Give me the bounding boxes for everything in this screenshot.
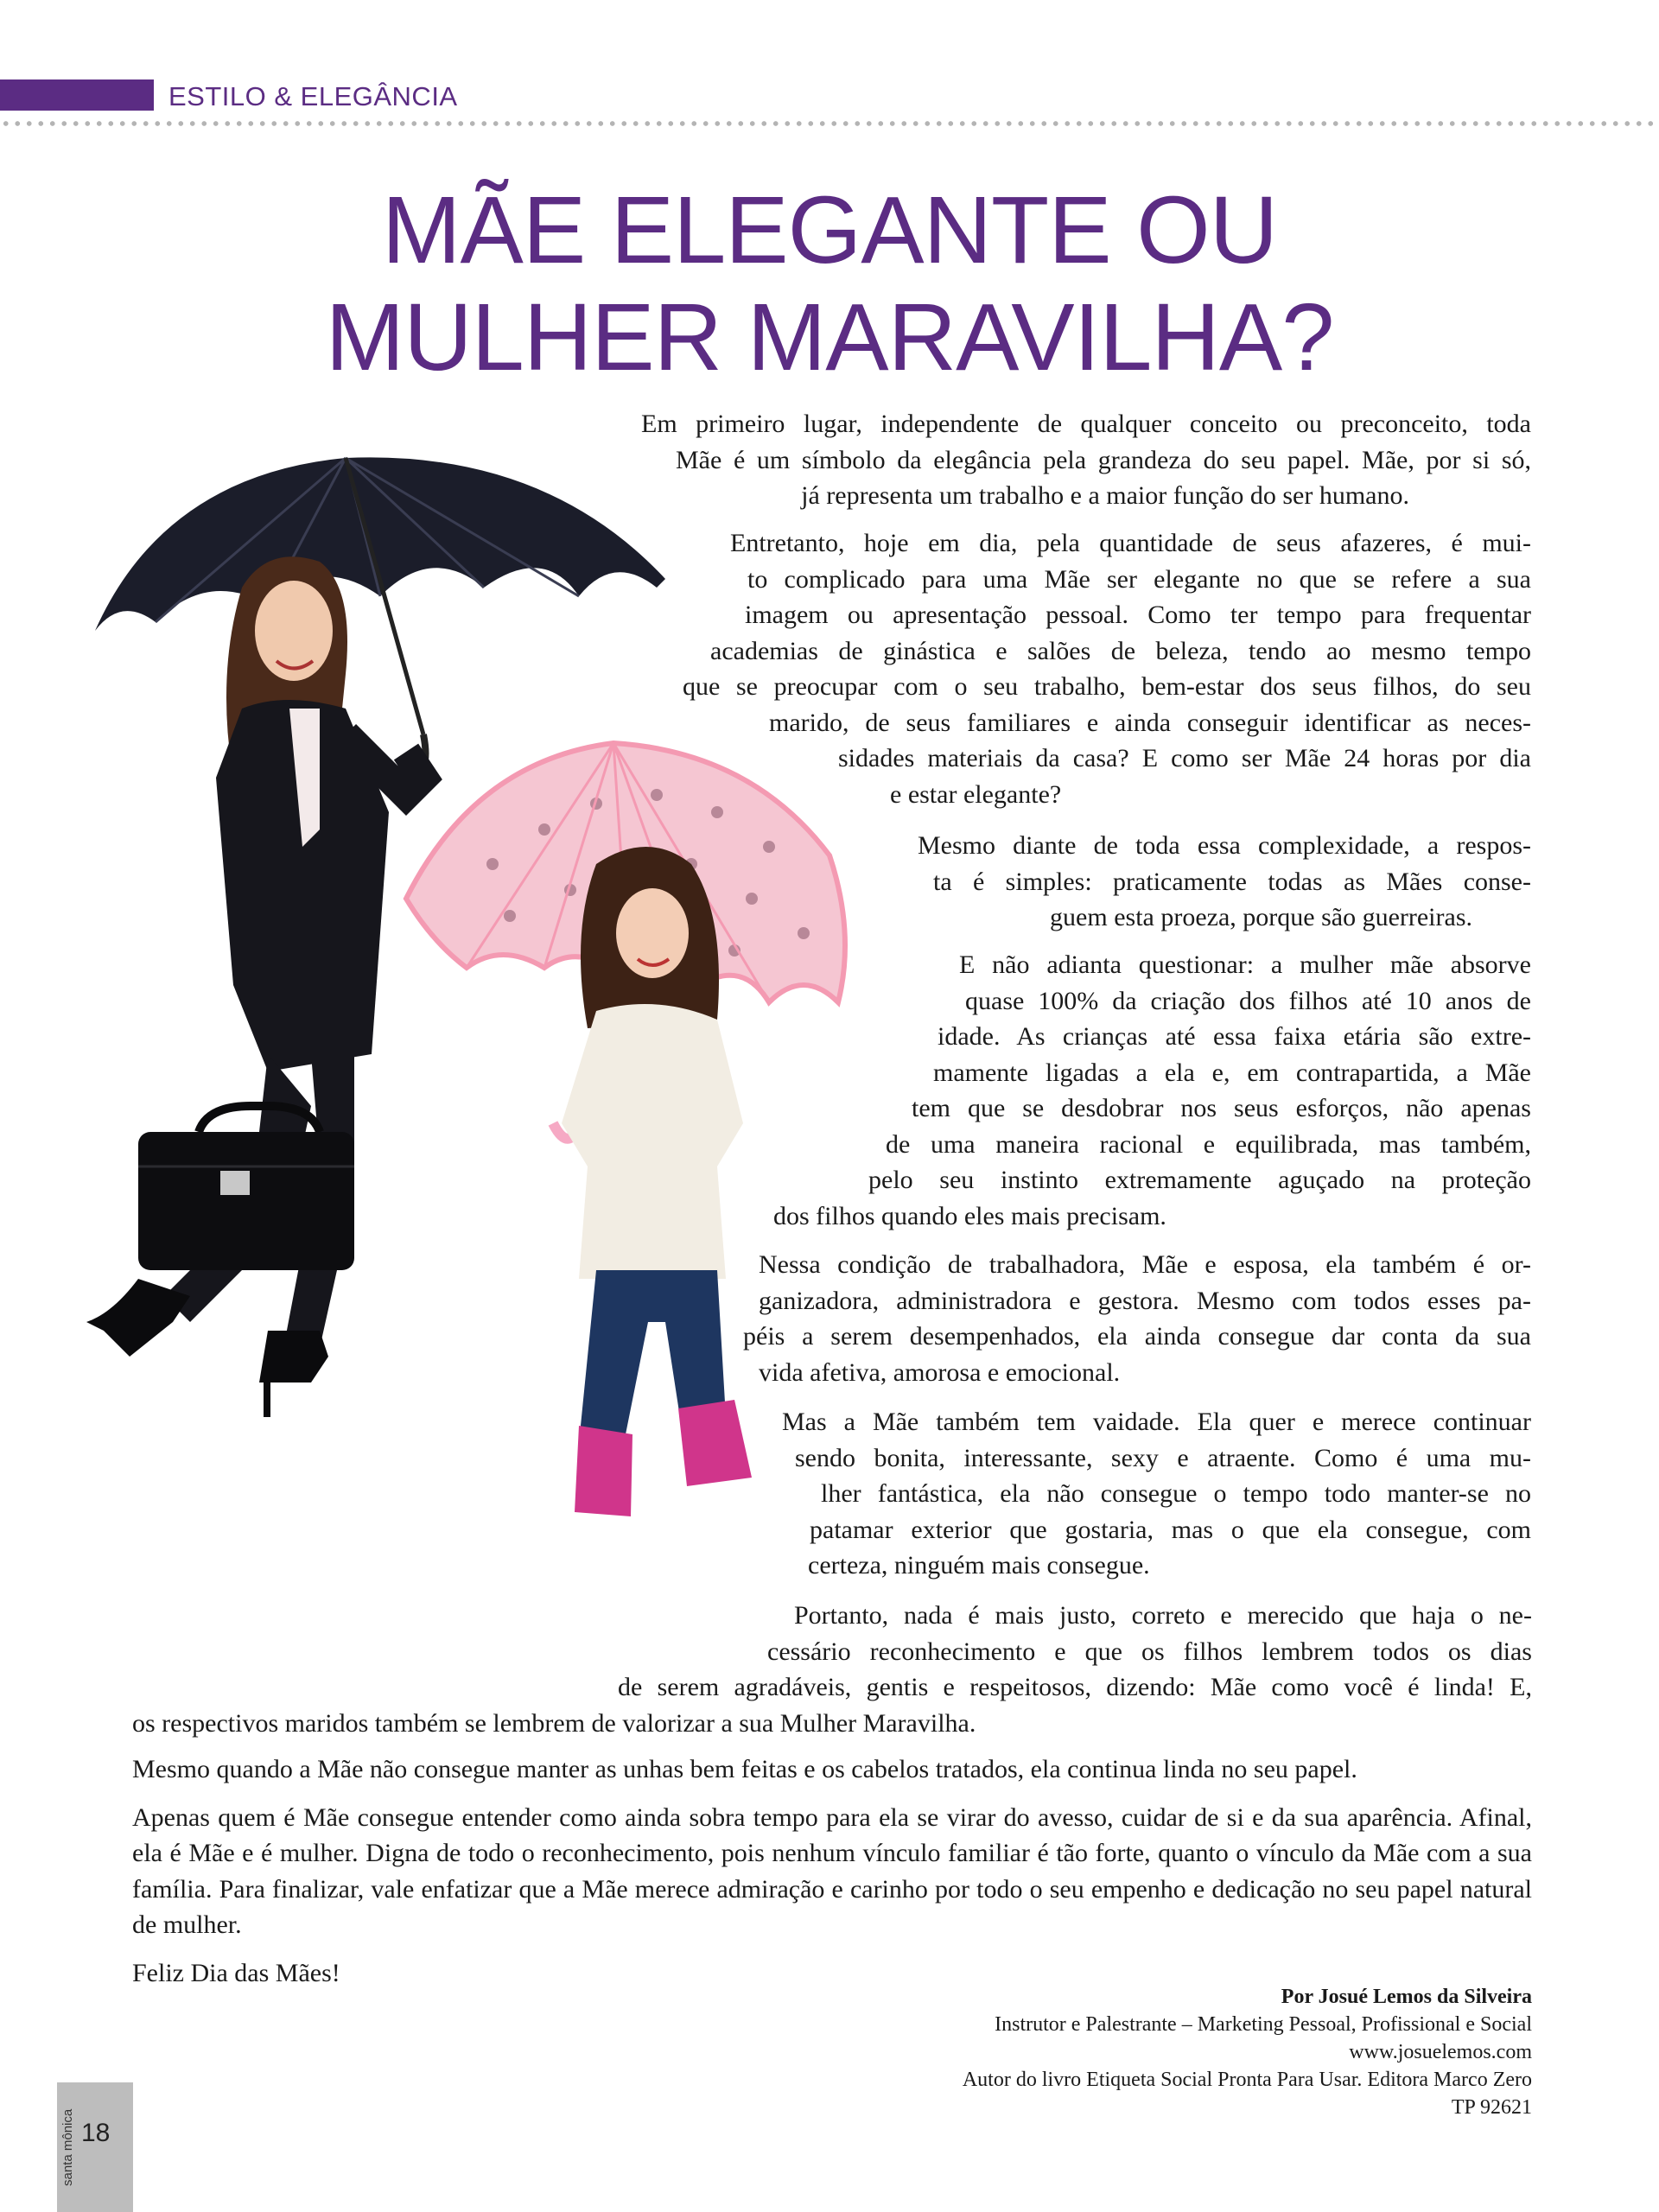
article-line: sendo bonita, interessante, sexy e atraente. Como é uma mu- xyxy=(795,1443,1531,1472)
article-line: Nessa condição de trabalhadora, Mãe e esposa, ela também é or- xyxy=(759,1250,1531,1279)
author-registration: TP 92621 xyxy=(1451,2096,1532,2119)
article-paragraph-1 xyxy=(641,406,1531,514)
article-line: dos filhos quando eles mais precisam. xyxy=(773,1201,1166,1230)
article-line: de uma maneira racional e equilibrada, mas também, xyxy=(886,1129,1531,1159)
title-line-2: MULHER MARAVILHA? xyxy=(325,284,1334,391)
article-title xyxy=(0,177,1659,391)
page-number: 18 xyxy=(81,2119,111,2147)
article-paragraph-4 xyxy=(773,947,1531,1234)
magazine-name: santa mônica xyxy=(60,2108,75,2186)
article-line: lher fantástica, ela não consegue o tempo todo manter-se no xyxy=(821,1479,1531,1508)
article-line: sidades materiais da casa? E como ser Mãe 24 horas por dia xyxy=(838,744,1531,772)
article-line: Portanto, nada é mais justo, correto e merecido que haja o ne- xyxy=(794,1601,1532,1630)
article-paragraph-5 xyxy=(743,1247,1531,1390)
article-line: Mãe é um símbolo da elegância pela grandeza do seu papel. Mãe, por si só, xyxy=(676,445,1531,474)
article-body-full-width xyxy=(132,1751,1532,2003)
article-line: quase 100% da criação dos filhos até 10 anos de xyxy=(965,986,1531,1015)
article-line: vida afetiva, amorosa e emocional. xyxy=(759,1357,1121,1387)
article-line: ta é simples: praticamente todas as Mães conse- xyxy=(933,867,1531,896)
article-line: e estar elegante? xyxy=(890,779,1062,809)
author-signature xyxy=(963,1983,1532,2121)
article-line: tem que se desdobrar nos seus esforços, não apenas xyxy=(912,1094,1531,1122)
article-line: pelo seu instinto extremamente aguçado na proteção xyxy=(868,1166,1531,1194)
article-line: Mas a Mãe também tem vaidade. Ela quer e merece continuar xyxy=(782,1408,1531,1436)
article-line: E não adianta questionar: a mulher mãe absorve xyxy=(959,950,1531,979)
dotted-divider xyxy=(0,120,1659,127)
article-line: os respectivos maridos também se lembrem de valorizar a sua Mulher Maravilha. xyxy=(132,1708,976,1738)
section-color-bar xyxy=(0,79,154,111)
article-line: Em primeiro lugar, independente de qualquer conceito ou preconceito, toda xyxy=(641,410,1531,438)
article-line: to complicado para uma Mãe ser elegante no que se refere a sua xyxy=(747,564,1531,594)
article-line: idade. As crianças até essa faixa etária são extre- xyxy=(938,1022,1531,1051)
article-line: cessário reconhecimento e que os filhos lembrem todos os dias xyxy=(767,1637,1532,1666)
article-line: Entretanto, hoje em dia, pela quantidade de seus afazeres, é mui- xyxy=(730,529,1531,557)
article-line: Mesmo diante de toda essa complexidade, a respos- xyxy=(918,831,1531,860)
author-book: Autor do livro Etiqueta Social Pronta Para Usar. Editora Marco Zero xyxy=(962,2069,1532,2091)
article-line: imagem ou apresentação pessoal. Como ter tempo para frequentar xyxy=(745,601,1531,629)
article-paragraph-6 xyxy=(782,1404,1531,1584)
article-line: patamar exterior que gostaria, mas o que ela consegue, com xyxy=(810,1515,1531,1544)
article-paragraph-9: Apenas quem é Mãe consegue entender como ainda sobra tempo para ela se virar do avesso, cuidar de si e da sua aparência. Afinal, ela é Mãe e é mulher. Digna de todo o reconhecimento, pois nenhum vínculo familiar é tão forte, quanto o vínculo da Mãe com a sua família. Para finalizar, vale enfatizar que a Mãe merece admiração e carinho por todo o seu empenho e dedicação no seu papel natural de mulher. xyxy=(132,1802,1532,1939)
author-website: www.josuelemos.com xyxy=(1349,2041,1532,2063)
section-label: ESTILO & ELEGÂNCIA xyxy=(168,81,458,111)
article-paragraph-7 xyxy=(132,1598,1532,1741)
article-closing: Feliz Dia das Mães! xyxy=(132,1958,340,1987)
article-line: de serem agradáveis, gentis e respeitosos, dizendo: Mãe como você é linda! E, xyxy=(618,1673,1532,1701)
article-line: academias de ginástica e salões de beleza, tendo ao mesmo tempo xyxy=(710,636,1531,665)
article-line: marido, de seus familiares e ainda conseguir identificar as neces- xyxy=(769,708,1531,737)
author-role: Instrutor e Palestrante – Marketing Pessoal, Profissional e Social xyxy=(995,2013,1532,2036)
article-paragraph-3 xyxy=(918,828,1531,936)
article-line: que se preocupar com o seu trabalho, bem-estar dos seus filhos, do seu xyxy=(683,672,1531,701)
article-line: certeza, ninguém mais consegue. xyxy=(808,1551,1150,1580)
author-name: Por Josué Lemos da Silveira xyxy=(1281,1986,1532,2008)
article-paragraph-2 xyxy=(683,525,1531,812)
article-line: já representa um trabalho e a maior função do ser humano. xyxy=(801,481,1409,510)
article-line: mamente ligadas a ela e, em contrapartida, a Mãe xyxy=(933,1058,1531,1087)
article-line: ganizadora, administradora e gestora. Mesmo com todos esses pa- xyxy=(759,1286,1531,1315)
article-paragraph-8: Mesmo quando a Mãe não consegue manter as unhas bem feitas e os cabelos tratados, ela continua linda no seu papel. xyxy=(132,1755,1357,1783)
article-line: péis a serem desempenhados, ela ainda consegue dar conta da sua xyxy=(743,1322,1531,1351)
article-line: guem esta proeza, porque são guerreiras. xyxy=(1050,903,1472,931)
title-line-1: MÃE ELEGANTE OU xyxy=(381,177,1278,283)
